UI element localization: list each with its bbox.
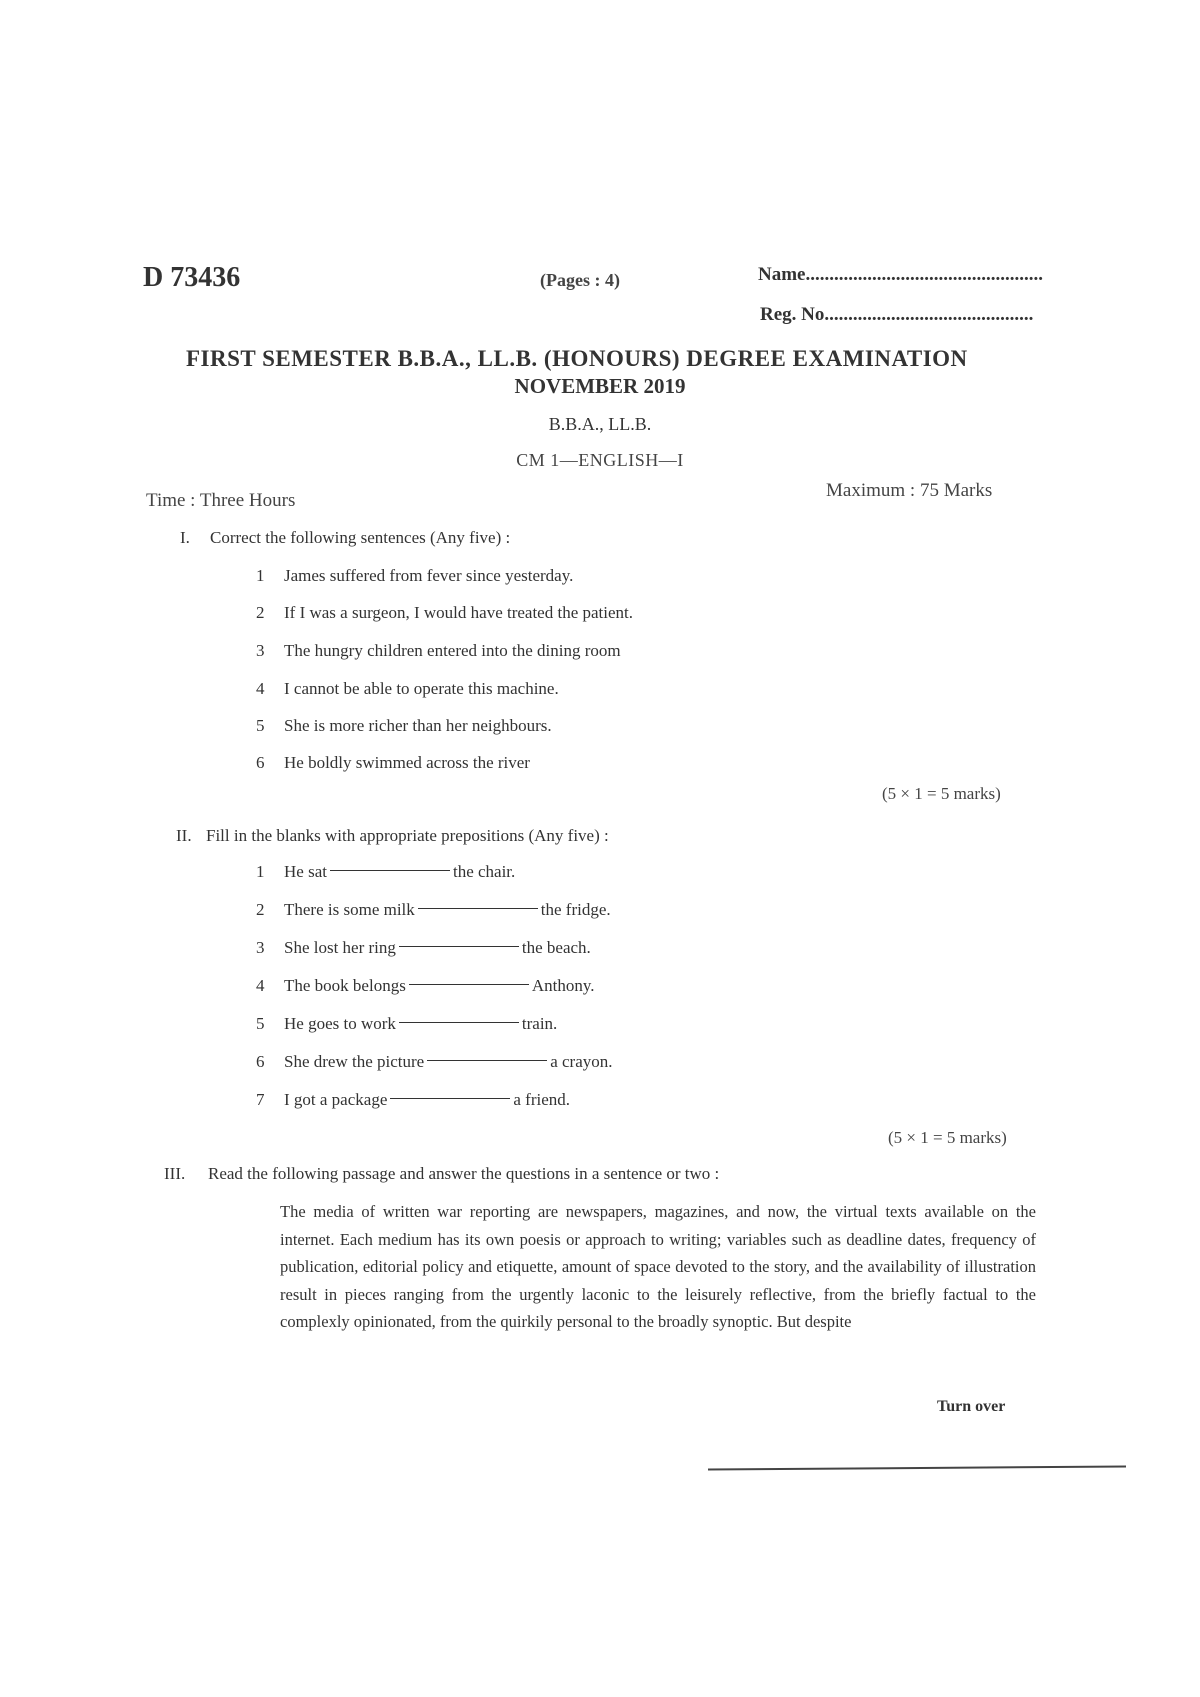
section-3-instruction: Read the following passage and answer the questions in a sentence or two : — [208, 1164, 720, 1183]
page-count: (Pages : 4) — [540, 270, 620, 290]
footer-rule — [708, 1466, 1126, 1471]
answer-blank — [427, 1060, 547, 1061]
exam-title: FIRST SEMESTER B.B.A., LL.B. (HONOURS) DEGREE EXAMINATION — [186, 346, 968, 371]
section-2-item: 4 The book belongs Anthony. — [256, 976, 595, 995]
exam-duration: Time : Three Hours — [146, 490, 296, 511]
section-2-item: 3 She lost her ring the beach. — [256, 938, 591, 957]
paper-name: CM 1—ENGLISH—I — [516, 450, 684, 470]
answer-blank — [418, 908, 538, 909]
section-3-number: III. — [164, 1164, 186, 1183]
section-2-item: 6 She drew the picture a crayon. — [256, 1052, 613, 1071]
turn-over-note: Turn over — [937, 1398, 1006, 1415]
reading-passage: The media of written war reporting are newspapers, magazines, and now, the virtual texts available on the internet. Each medium has its own poesis or approach to writing; variables such as deadline dates, frequency of publication, editorial policy and etiquette, amount of space devoted to the story, and the availability of illustration result in pieces ranging from the urgently laconic to the leisurely reflective, from the briefly factual to the complexly opinionated, from the quirkily personal to the broadly synoptic. But despite — [280, 1202, 1036, 1331]
section-1-heading — [180, 528, 510, 548]
reg-no-field-label: Reg. No............................................ — [760, 304, 1034, 325]
section-1-item: 1 James suffered from fever since yesterday. — [256, 566, 574, 585]
answer-blank — [409, 984, 529, 985]
section-1-item: 5 She is more richer than her neighbours. — [256, 716, 552, 735]
section-3-heading — [164, 1164, 719, 1184]
name-field-label: Name.................................................. — [758, 264, 1043, 285]
section-1-item: 6 He boldly swimmed across the river — [256, 753, 530, 772]
answer-blank — [390, 1098, 510, 1099]
section-1-item: 2 If I was a surgeon, I would have treated the patient. — [256, 603, 634, 622]
section-1-number: I. — [180, 528, 190, 547]
section-2-heading — [176, 826, 609, 846]
section-1-instruction: Correct the following sentences (Any five) : — [210, 528, 511, 547]
section-2-item: 1 He sat the chair. — [256, 862, 516, 881]
section-2-instruction: Fill in the blanks with appropriate prepositions (Any five) : — [206, 826, 609, 845]
section-1-item: 4 I cannot be able to operate this machine. — [256, 679, 559, 698]
section-1-marks: (5 × 1 = 5 marks) — [882, 784, 1001, 803]
maximum-marks: Maximum : 75 Marks — [826, 480, 993, 501]
section-1-item: 3 The hungry children entered into the dining room — [256, 641, 621, 660]
section-2-item: 2 There is some milk the fridge. — [256, 900, 611, 919]
paper-code: D 73436 — [143, 262, 241, 293]
section-2-item: 7 I got a package a friend. — [256, 1090, 571, 1109]
course-name: B.B.A., LL.B. — [548, 414, 652, 434]
answer-blank — [330, 870, 450, 871]
answer-blank — [399, 946, 519, 947]
exam-session: NOVEMBER 2019 — [514, 374, 686, 398]
section-2-item: 5 He goes to work train. — [256, 1014, 558, 1033]
section-2-number: II. — [176, 826, 192, 845]
section-2-marks: (5 × 1 = 5 marks) — [888, 1128, 1007, 1147]
answer-blank — [399, 1022, 519, 1023]
